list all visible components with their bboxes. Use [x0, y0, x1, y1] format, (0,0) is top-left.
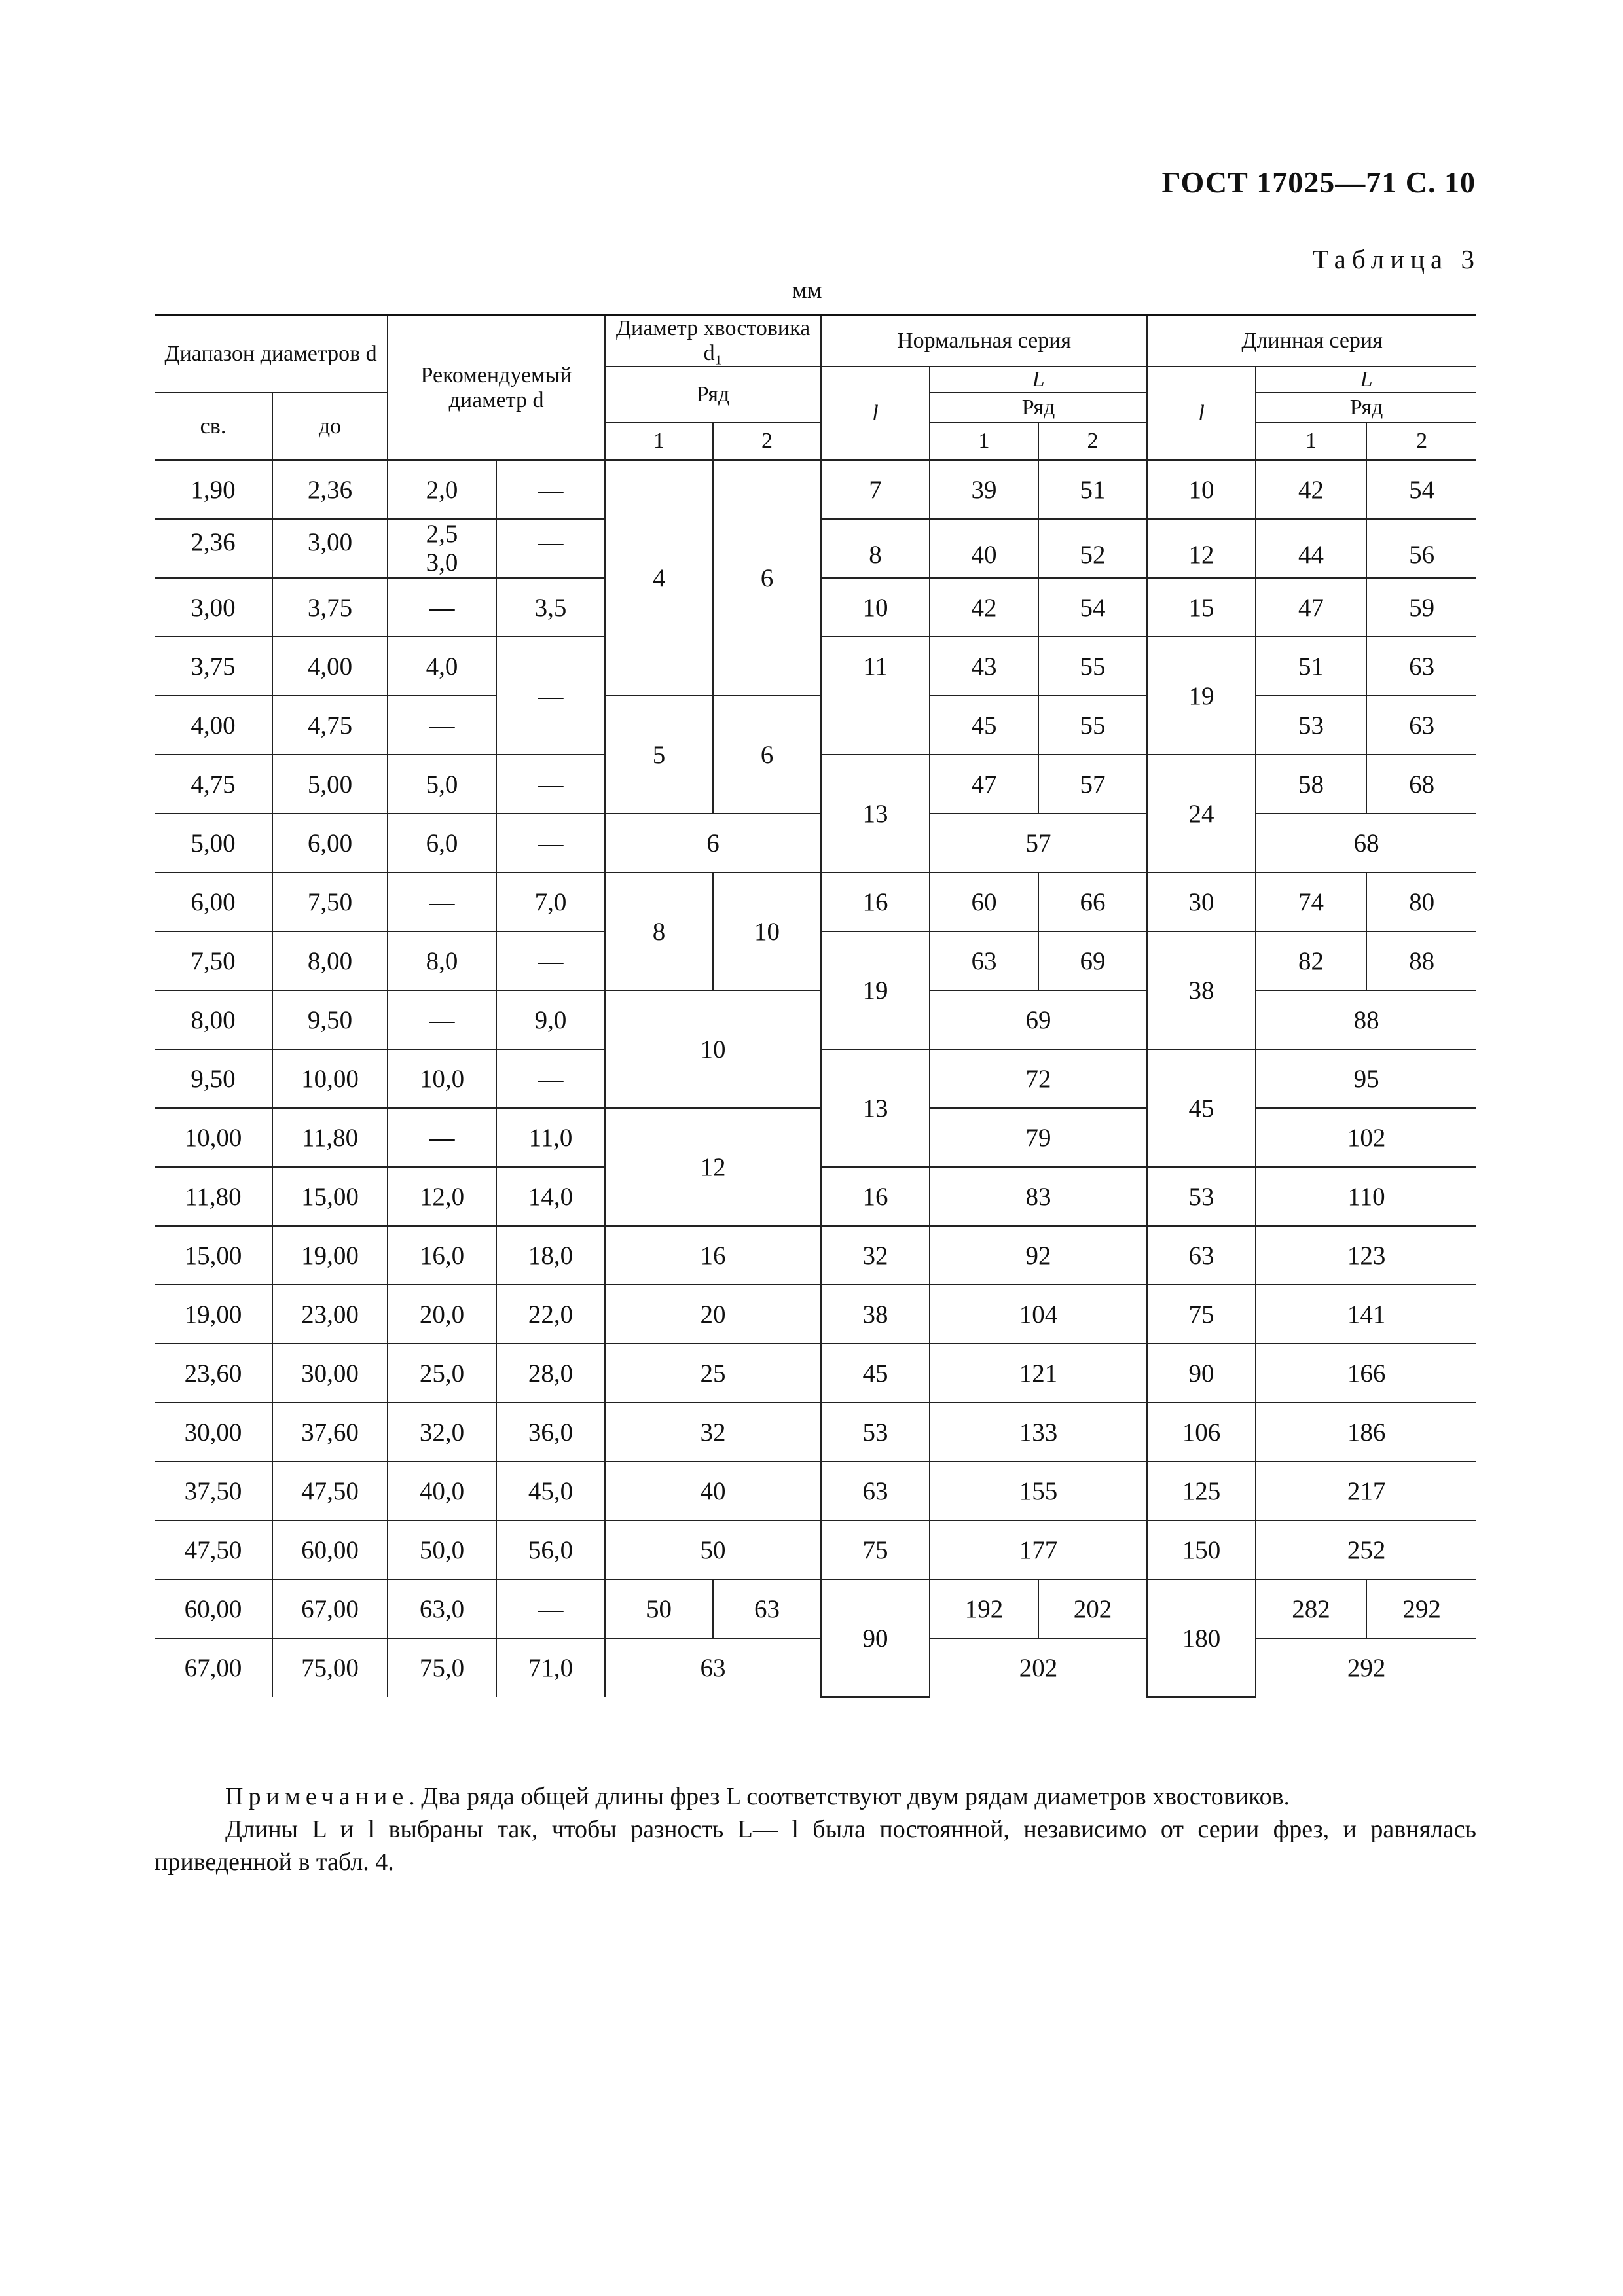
table-cell: 16: [821, 1167, 930, 1226]
table-cell: 88: [1256, 990, 1476, 1049]
table-cell: 125: [1147, 1462, 1256, 1520]
table-cell: 133: [930, 1403, 1147, 1462]
header-long-l: l: [1147, 367, 1256, 460]
header-shank: Диаметр хвостовика d₁: [605, 315, 821, 367]
table-cell: 5: [605, 696, 713, 814]
header-normal-series: Нормальная серия: [821, 315, 1147, 367]
table-cell: 6: [713, 460, 821, 696]
table-cell: —: [496, 460, 605, 519]
table-row: [155, 814, 1476, 872]
table-cell: 63: [713, 1579, 821, 1638]
table-cell: 3,75: [155, 637, 272, 696]
table-cell: 47: [930, 755, 1038, 814]
table-cell: 5,00: [155, 814, 272, 872]
table-cell: 15: [1147, 578, 1256, 637]
table-cell: 23,00: [272, 1285, 388, 1344]
table-cell: 63: [821, 1462, 930, 1520]
table-cell: 8,00: [272, 931, 388, 990]
table-cell: 50,0: [388, 1520, 496, 1579]
header-range-to: до: [272, 393, 388, 460]
table-cell: 53: [821, 1403, 930, 1462]
table-cell: 51: [1038, 460, 1147, 519]
table-cell: 11,80: [155, 1167, 272, 1226]
table-cell: 90: [1147, 1344, 1256, 1403]
table-cell: 6,0: [388, 814, 496, 872]
table-cell: 83: [930, 1167, 1147, 1226]
table-cell: —: [496, 1579, 605, 1638]
table-cell: 282: [1256, 1579, 1366, 1638]
table-cell: 45: [930, 696, 1038, 755]
table-cell: 202: [930, 1638, 1147, 1697]
table-cell: 10,0: [388, 1049, 496, 1108]
table-cell: 88: [1366, 931, 1476, 990]
page-header: ГОСТ 17025—71 С. 10: [1161, 166, 1476, 199]
table-cell: 10,00: [272, 1049, 388, 1108]
table-cell: 177: [930, 1520, 1147, 1579]
table-cell: 3,75: [272, 578, 388, 637]
table-cell: —: [388, 1108, 496, 1167]
table-row: [155, 1579, 1476, 1638]
table-cell: —: [388, 696, 496, 755]
table-cell: 42: [1256, 460, 1366, 519]
table-cell: 4,0: [388, 637, 496, 696]
note-text-1: . Два ряда общей длины фрез L соответствуют двум рядам диаметров хвостовиков.: [409, 1783, 1290, 1810]
table-cell: 95: [1256, 1049, 1476, 1108]
table-note: [155, 1780, 1476, 1878]
header-normal-L: L: [930, 367, 1147, 393]
table-cell: 32,0: [388, 1403, 496, 1462]
note-lead: Примечание: [225, 1783, 409, 1810]
table-cell: 47,50: [155, 1520, 272, 1579]
table-cell: —: [496, 519, 605, 578]
table-cell: 38: [821, 1285, 930, 1344]
table-cell: 24: [1147, 755, 1256, 872]
table-cell: 19,00: [272, 1226, 388, 1285]
table-row: [155, 1226, 1476, 1285]
table-cell: 39: [930, 460, 1038, 519]
header-range-from: св.: [155, 393, 272, 460]
table-cell: 7,0: [496, 872, 605, 931]
table-cell: —: [388, 872, 496, 931]
table-cell: 11: [821, 637, 930, 755]
table-cell: 63: [1366, 637, 1476, 696]
table-cell: 155: [930, 1462, 1147, 1520]
table-cell: 23,60: [155, 1344, 272, 1403]
header-normal-l: l: [821, 367, 930, 460]
table-cell: —: [496, 755, 605, 814]
table-cell: 104: [930, 1285, 1147, 1344]
table-cell: 60,00: [155, 1579, 272, 1638]
table-cell: 80: [1366, 872, 1476, 931]
table-cell: 30,00: [272, 1344, 388, 1403]
table-cell: 82: [1256, 931, 1366, 990]
table-cell: 15,00: [272, 1167, 388, 1226]
table-cell: 51: [1256, 637, 1366, 696]
table-cell: 3,00: [155, 578, 272, 637]
header-shank-row2: 2: [713, 422, 821, 460]
table-cell: 20,0: [388, 1285, 496, 1344]
table-cell: 6,00: [272, 814, 388, 872]
table-cell: —: [388, 990, 496, 1049]
table-row: [155, 1462, 1476, 1520]
table-cell: 63: [930, 931, 1038, 990]
table-cell: 16: [605, 1226, 821, 1285]
table-cell: 4,75: [155, 755, 272, 814]
table-cell: 7,50: [155, 931, 272, 990]
table-cell: 19,00: [155, 1285, 272, 1344]
table-cell: 10: [713, 872, 821, 990]
table-cell: 292: [1366, 1579, 1476, 1638]
table-cell: 57: [1038, 755, 1147, 814]
table-cell: 74: [1256, 872, 1366, 931]
header-normal-row2: 2: [1038, 422, 1147, 460]
table-row: [155, 460, 1476, 519]
table-cell: 2,0: [388, 460, 496, 519]
table-cell: 12: [605, 1108, 821, 1226]
header-normal-row: Ряд: [930, 393, 1147, 422]
table-cell: 186: [1256, 1403, 1476, 1462]
table-cell: 47,50: [272, 1462, 388, 1520]
table-cell: 141: [1256, 1285, 1476, 1344]
table-cell: 13: [821, 755, 930, 872]
header-long-series: Длинная серия: [1147, 315, 1476, 367]
table-cell: 4,75: [272, 696, 388, 755]
table-cell: 192: [930, 1579, 1038, 1638]
table-cell: 67,00: [155, 1638, 272, 1697]
table-cell: 44: [1256, 519, 1366, 578]
table-cell: 38: [1147, 931, 1256, 1049]
table-cell: 37,50: [155, 1462, 272, 1520]
table-cell: 217: [1256, 1462, 1476, 1520]
table-cell: 10,00: [155, 1108, 272, 1167]
table-cell: 66: [1038, 872, 1147, 931]
table-cell: 19: [821, 931, 930, 1049]
table-cell: 40: [605, 1462, 821, 1520]
table-cell: 18,0: [496, 1226, 605, 1285]
table-cell: 15,00: [155, 1226, 272, 1285]
table-cell: 52: [1038, 519, 1147, 578]
table-row: [155, 1108, 1476, 1167]
table-cell: 2,5 3,0: [388, 519, 496, 578]
table-cell: 7,50: [272, 872, 388, 931]
table-cell: 75: [821, 1520, 930, 1579]
table-cell: —: [496, 1049, 605, 1108]
table-cell: 36,0: [496, 1403, 605, 1462]
table-cell: 58: [1256, 755, 1366, 814]
table-cell: 57: [930, 814, 1147, 872]
table-cell: 19: [1147, 637, 1256, 755]
table-cell: 79: [930, 1108, 1147, 1167]
header-range: Диапазон диаметров d: [155, 315, 388, 393]
table-row: [155, 1285, 1476, 1344]
table-cell: 252: [1256, 1520, 1476, 1579]
header-long-row2: 2: [1366, 422, 1476, 460]
table-cell: 6: [713, 696, 821, 814]
table-cell: 4: [605, 460, 713, 696]
table-cell: 56: [1366, 519, 1476, 578]
table-cell: —: [496, 637, 605, 755]
table-cell: 13: [821, 1049, 930, 1167]
table-cell: 63,0: [388, 1579, 496, 1638]
table-cell: 25: [605, 1344, 821, 1403]
table-cell: 75: [1147, 1285, 1256, 1344]
table-cell: 1,90: [155, 460, 272, 519]
table-cell: 90: [821, 1579, 930, 1697]
table-cell: 9,0: [496, 990, 605, 1049]
table-cell: 20: [605, 1285, 821, 1344]
table-cell: 166: [1256, 1344, 1476, 1403]
table-cell: 60: [930, 872, 1038, 931]
table-cell: 11,0: [496, 1108, 605, 1167]
units-label: мм: [792, 277, 822, 303]
table-cell: 102: [1256, 1108, 1476, 1167]
table-cell: 123: [1256, 1226, 1476, 1285]
table-cell: 55: [1038, 696, 1147, 755]
table-cell: 55: [1038, 637, 1147, 696]
header-long-L: L: [1256, 367, 1476, 393]
table-cell: 68: [1256, 814, 1476, 872]
table-cell: 63: [1366, 696, 1476, 755]
table-cell: 45: [821, 1344, 930, 1403]
table-cell: 30,00: [155, 1403, 272, 1462]
table-cell: 292: [1256, 1638, 1476, 1697]
table-cell: 5,0: [388, 755, 496, 814]
table-cell: 32: [821, 1226, 930, 1285]
table-cell: 68: [1366, 755, 1476, 814]
table-caption: Таблица 3: [1312, 244, 1480, 274]
table-cell: 10: [1147, 460, 1256, 519]
table-cell: 53: [1256, 696, 1366, 755]
table-cell: 8: [821, 519, 930, 578]
table-cell: 50: [605, 1520, 821, 1579]
table-cell: 54: [1038, 578, 1147, 637]
table-cell: 7: [821, 460, 930, 519]
table-cell: 10: [821, 578, 930, 637]
table-cell: 110: [1256, 1167, 1476, 1226]
table-cell: 12: [1147, 519, 1256, 578]
header-shank-row: Ряд: [605, 367, 821, 422]
table-cell: —: [496, 814, 605, 872]
table-cell: 69: [930, 990, 1147, 1049]
table-cell: 2,36: [155, 519, 272, 578]
table-cell: 106: [1147, 1403, 1256, 1462]
table-cell: 28,0: [496, 1344, 605, 1403]
table-cell: 59: [1366, 578, 1476, 637]
table-cell: 10: [605, 990, 821, 1108]
dimensions-table: [155, 314, 1476, 1698]
table-cell: 47: [1256, 578, 1366, 637]
table-cell: 63: [605, 1638, 821, 1697]
table-row: [155, 1638, 1476, 1697]
table-cell: 6,00: [155, 872, 272, 931]
table-cell: 71,0: [496, 1638, 605, 1697]
table-cell: 121: [930, 1344, 1147, 1403]
table-cell: 40,0: [388, 1462, 496, 1520]
table-cell: 5,00: [272, 755, 388, 814]
table-cell: 72: [930, 1049, 1147, 1108]
table-row: [155, 990, 1476, 1049]
table-cell: 42: [930, 578, 1038, 637]
table-row: [155, 1344, 1476, 1403]
table-cell: 9,50: [272, 990, 388, 1049]
table-cell: 150: [1147, 1520, 1256, 1579]
table-cell: 8,00: [155, 990, 272, 1049]
table-cell: 43: [930, 637, 1038, 696]
table-cell: 2,36: [272, 460, 388, 519]
header-long-row: Ряд: [1256, 393, 1476, 422]
table-cell: 3,5: [496, 578, 605, 637]
table-cell: 4,00: [272, 637, 388, 696]
header-long-row1: 1: [1256, 422, 1366, 460]
table-cell: 9,50: [155, 1049, 272, 1108]
table-cell: 12,0: [388, 1167, 496, 1226]
header-shank-row1: 1: [605, 422, 713, 460]
table-cell: 14,0: [496, 1167, 605, 1226]
table-cell: 50: [605, 1579, 713, 1638]
table-row: [155, 1520, 1476, 1579]
table-cell: 30: [1147, 872, 1256, 931]
table-cell: 180: [1147, 1579, 1256, 1697]
table-cell: 4,00: [155, 696, 272, 755]
table-cell: 202: [1038, 1579, 1147, 1638]
note-line-2: Длины L и l выбраны так, чтобы разность L— l была постоянной, независимо от серии фрез, и равнялась приведенной в табл. 4.: [155, 1816, 1476, 1876]
table-cell: 8,0: [388, 931, 496, 990]
table-cell: 6: [605, 814, 821, 872]
table-cell: —: [388, 578, 496, 637]
table-cell: 92: [930, 1226, 1147, 1285]
header-recommended: Рекомендуемый диаметр d: [388, 315, 605, 461]
note-line-1: [155, 1780, 1476, 1813]
table-cell: 63: [1147, 1226, 1256, 1285]
table-cell: 54: [1366, 460, 1476, 519]
table-cell: 40: [930, 519, 1038, 578]
table-cell: 8: [605, 872, 713, 990]
table-cell: 53: [1147, 1167, 1256, 1226]
table-cell: 60,00: [272, 1520, 388, 1579]
table-row: [155, 872, 1476, 931]
table-cell: 22,0: [496, 1285, 605, 1344]
table-cell: 75,0: [388, 1638, 496, 1697]
table-cell: 45,0: [496, 1462, 605, 1520]
table-cell: 69: [1038, 931, 1147, 990]
table-cell: 67,00: [272, 1579, 388, 1638]
table-cell: 11,80: [272, 1108, 388, 1167]
table-cell: —: [496, 931, 605, 990]
table-row: [155, 696, 1476, 755]
table-cell: 32: [605, 1403, 821, 1462]
table-row: [155, 1403, 1476, 1462]
table-cell: 37,60: [272, 1403, 388, 1462]
table-cell: 16,0: [388, 1226, 496, 1285]
header-normal-row1: 1: [930, 422, 1038, 460]
table-cell: 75,00: [272, 1638, 388, 1697]
table-cell: 25,0: [388, 1344, 496, 1403]
table-cell: 16: [821, 872, 930, 931]
table-cell: 45: [1147, 1049, 1256, 1167]
table-cell: 56,0: [496, 1520, 605, 1579]
table-cell: 3,00: [272, 519, 388, 578]
